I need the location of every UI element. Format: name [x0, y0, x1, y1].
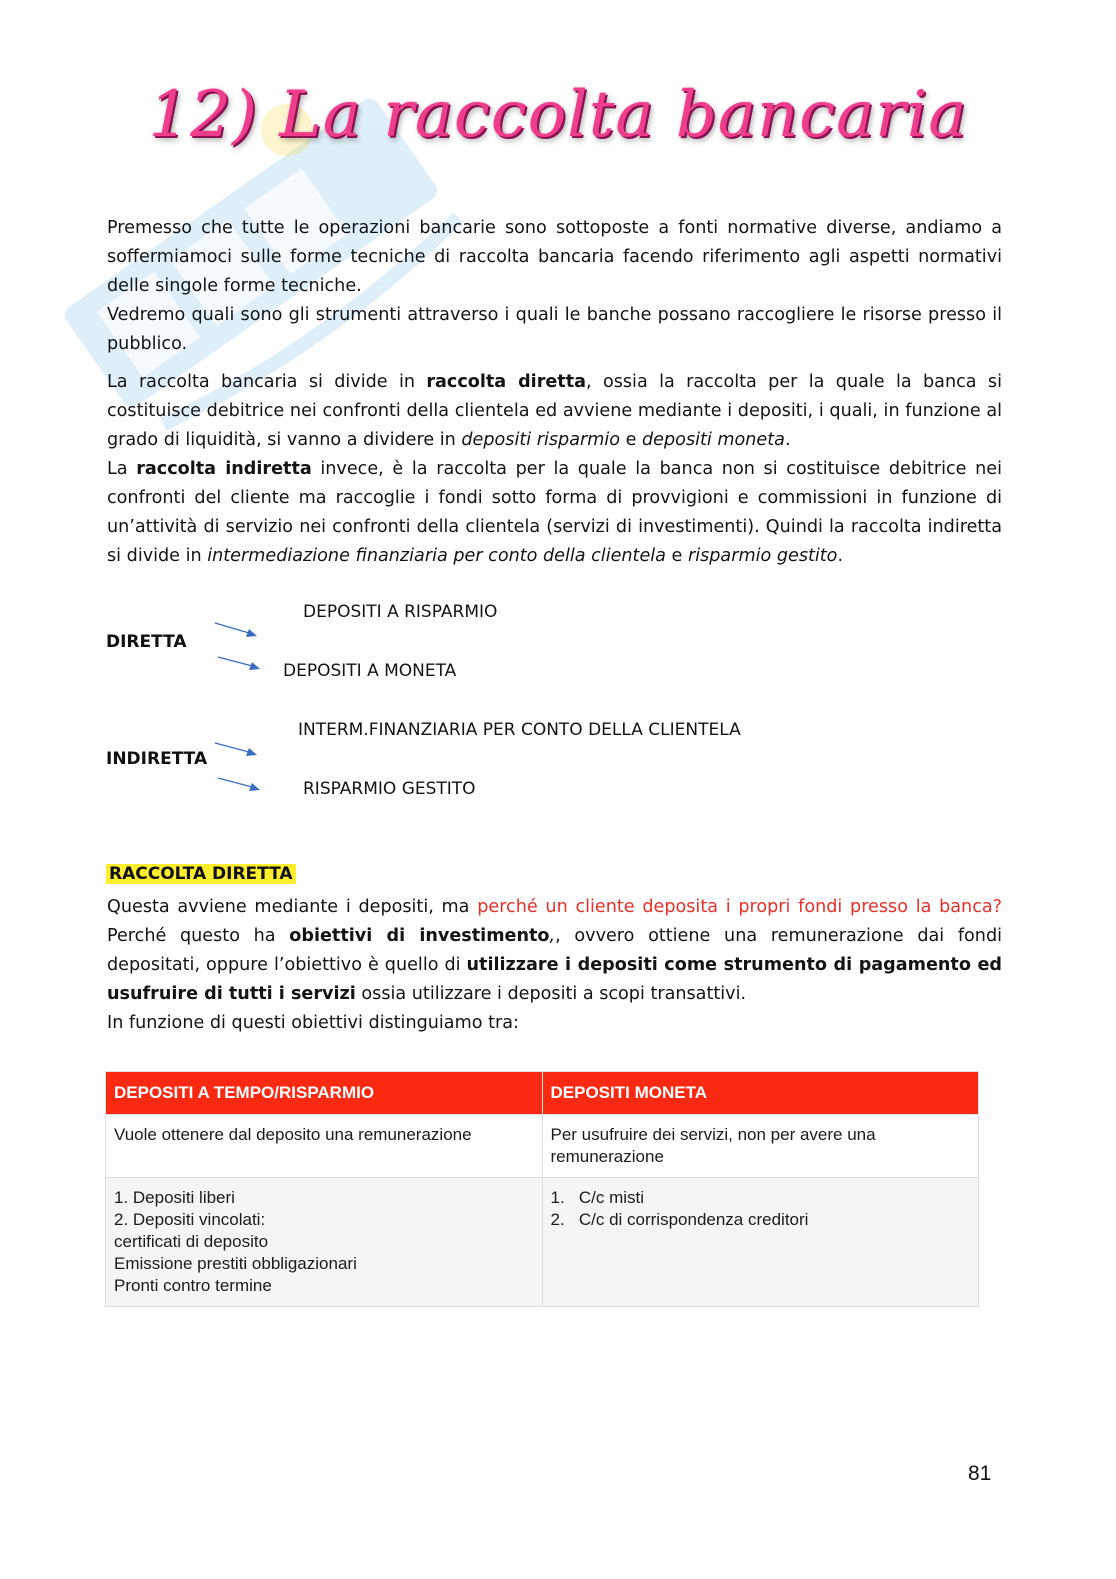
table-header-risparmio: DEPOSITI A TEMPO/RISPARMIO	[106, 1072, 543, 1115]
intro-paragraph-2: Vedremo quali sono gli strumenti attraverso i quali le banche possano raccogliere le risorse presso il pubblico.	[107, 305, 1002, 354]
arrow-icon	[216, 775, 266, 795]
diagram-item-depositi-moneta: DEPOSITI A MONETA	[283, 661, 457, 681]
section-heading-raccolta-diretta: RACCOLTA DIRETTA	[106, 864, 296, 884]
list-item: 2. Depositi vincolati:	[114, 1210, 266, 1229]
raccolta-indiretta-paragraph: La raccolta indiretta invece, è la raccolta per la quale la banca non si costituisce debitrice nei confronti del cliente ma raccoglie i fondi sotto forma di provvigioni e commissioni in funzione di un’attività di servizio nei confronti della clientela (servizi di investimenti). Quindi la raccolta indiretta si divide in intermediazione finanziaria per conto della clientela e risparmio gestito.	[107, 459, 1002, 566]
table-cell: Vuole ottenere dal deposito una remunerazione	[106, 1115, 543, 1178]
diretta-label: DIRETTA	[106, 632, 187, 652]
list-item: Pronti contro termine	[114, 1276, 272, 1295]
deposits-table	[105, 1071, 979, 1307]
list-item: Emissione prestiti obbligazionari	[114, 1254, 357, 1273]
diagram-item-intermediazione: INTERM.FINANZIARIA PER CONTO DELLA CLIENTELA	[298, 720, 741, 740]
list-item: 2. C/c di corrispondenza creditori	[550, 1210, 809, 1229]
question-text: perché un cliente deposita i propri fondi presso la banca?	[477, 897, 1003, 917]
intro-section	[107, 214, 1002, 359]
list-item: 1. Depositi liberi	[114, 1188, 235, 1207]
raccolta-diretta-body: Questa avviene mediante i depositi, ma perché un cliente deposita i propri fondi presso la banca? Perché questo ha obiettivi di investimento,, ovvero ottiene una remunerazione dai fondi depositati, oppure l’obiettivo è quello di utilizzare i depositi come strumento di pagamento ed usufruire di tutti i servizi ossia utilizzare i depositi a scopi transattivi.	[107, 897, 1003, 1004]
raccolta-diretta-closing: In funzione di questi obiettivi distinguiamo tra:	[107, 1013, 519, 1033]
intro-paragraph-1: Premesso che tutte le operazioni bancarie sono sottoposte a fonti normative diverse, andiamo a soffermiamoci sulle forme tecniche di raccolta bancaria facendo riferimento agli aspetti normativi delle singole forme tecniche.	[107, 218, 1002, 296]
raccolta-section	[107, 368, 1002, 571]
indiretta-label: INDIRETTA	[106, 749, 208, 769]
raccolta-diretta-paragraph: La raccolta bancaria si divide in raccolta diretta, ossia la raccolta per la quale la banca si costituisce debitrice nei confronti della clientela ed avviene mediante i depositi, i quali, in funzione al grado di liquidità, si vanno a dividere in depositi risparmio e depositi moneta.	[107, 372, 1002, 450]
raccolta-diretta-section	[107, 893, 1002, 1038]
table-header-moneta: DEPOSITI MONETA	[542, 1072, 979, 1115]
diagram-item-risparmio-gestito: RISPARMIO GESTITO	[303, 779, 476, 799]
table-cell: Per usufruire dei servizi, non per avere una remunerazione	[542, 1115, 979, 1178]
page-title: 12) La raccolta bancaria	[148, 78, 968, 152]
page-number: 81	[968, 1462, 992, 1485]
list-item: 1. C/c misti	[550, 1188, 645, 1207]
table-cell	[542, 1178, 979, 1307]
arrow-icon	[213, 620, 263, 640]
list-item: certificati di deposito	[114, 1232, 269, 1251]
table-row	[106, 1115, 979, 1178]
table-row	[106, 1178, 979, 1307]
arrow-icon	[213, 740, 263, 760]
diagram-item-depositi-risparmio: DEPOSITI A RISPARMIO	[303, 602, 498, 622]
arrow-icon	[216, 654, 266, 674]
table-cell	[106, 1178, 543, 1307]
